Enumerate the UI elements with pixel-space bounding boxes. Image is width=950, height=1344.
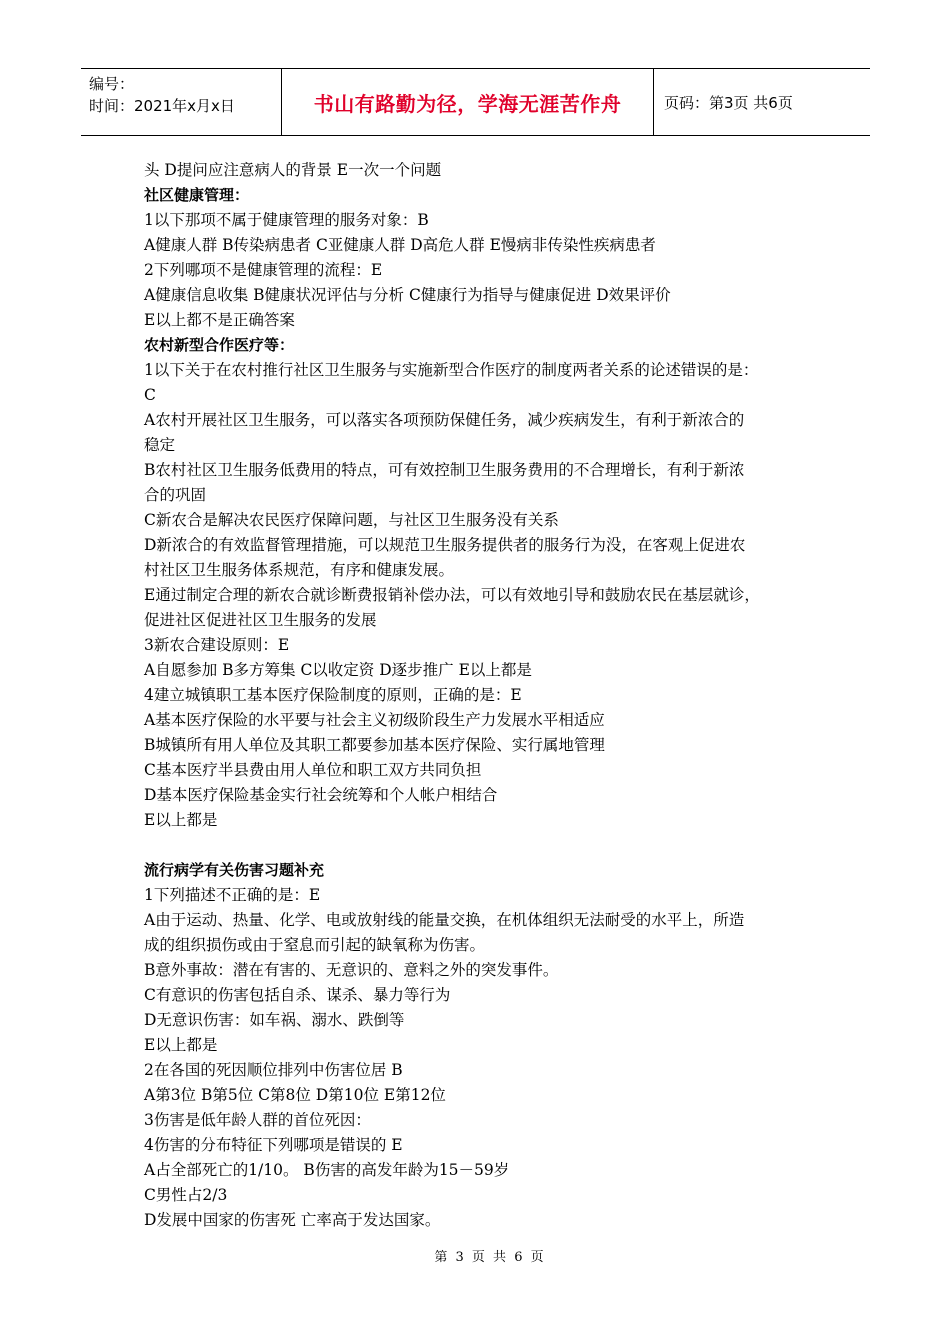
section-heading: 流行病学有关伤害习题补充 xyxy=(144,861,325,879)
text-line: 促进社区促进社区卫生服务的发展 xyxy=(144,611,377,629)
text-line: 1下列描述不正确的是：E xyxy=(144,886,321,904)
section-heading: 农村新型合作医疗等： xyxy=(144,336,295,354)
text-line: A农村开展社区卫生服务，可以落实各项预防保健任务，减少疾病发生，有利于新浓合的 xyxy=(144,411,745,429)
text-line: B农村社区卫生服务低费用的特点，可有效控制卫生服务费用的不合理增长，有利于新浓 xyxy=(144,461,745,479)
page-footer xyxy=(0,1246,950,1265)
page-label: 页码：第3页 共6页 xyxy=(664,93,793,112)
text-line: 2下列哪项不是健康管理的流程：E xyxy=(144,261,383,279)
text-line: E以上都是 xyxy=(144,1036,218,1054)
text-line: E以上都不是正确答案 xyxy=(144,311,295,329)
text-line: 头 D提问应注意病人的背景 E一次一个问题 xyxy=(144,161,442,179)
time-label: 时间：2021年x月x日 xyxy=(89,97,235,115)
text-line: D无意识伤害：如车祸、溺水、跌倒等 xyxy=(144,1011,405,1029)
text-line: E通过制定合理的新农合就诊断费报销补偿办法，可以有效地引导和鼓励农民在基层就诊， xyxy=(144,586,760,604)
header-motto-cell xyxy=(282,69,654,135)
text-line: 2在各国的死因顺位排列中伤害位居 B xyxy=(144,1061,403,1079)
text-line: C xyxy=(144,386,156,404)
text-line: A健康信息收集 B健康状况评估与分析 C健康行为指导与健康促进 D效果评价 xyxy=(144,286,671,304)
text-line: C男性占2/3 xyxy=(144,1186,228,1204)
text-line: A自愿参加 B多方筹集 C以收定资 D逐步推广 E以上都是 xyxy=(144,661,532,679)
document-body xyxy=(144,158,824,1233)
text-line: 3伤害是低年龄人群的首位死因： xyxy=(144,1111,371,1129)
header-page-cell xyxy=(654,69,870,135)
text-line: A基本医疗保险的水平要与社会主义初级阶段生产力发展水平相适应 xyxy=(144,711,605,729)
section-heading: 社区健康管理： xyxy=(144,186,250,204)
text-line: 村社区卫生服务体系规范，有序和健康发展。 xyxy=(144,561,455,579)
text-line: 1以下关于在农村推行社区卫生服务与实施新型合作医疗的制度两者关系的论述错误的是： xyxy=(144,361,759,379)
text-line: 合的巩固 xyxy=(144,486,207,504)
text-line: 1以下那项不属于健康管理的服务对象：B xyxy=(144,211,429,229)
text-line: 3新农合建设原则：E xyxy=(144,636,290,654)
text-line: A由于运动、热量、化学、电或放射线的能量交换，在机体组织无法耐受的水平上，所造 xyxy=(144,911,745,929)
text-line: D新浓合的有效监督管理措施，可以规范卫生服务提供者的服务行为没，在客观上促进农 xyxy=(144,536,746,554)
text-line: 成的组织损伤或由于窒息而引起的缺氧称为伤害。 xyxy=(144,936,486,954)
text-line: B城镇所有用人单位及其职工都要参加基本医疗保险、实行属地管理 xyxy=(144,736,605,754)
text-line: A占全部死亡的1/10。 B伤害的高发年龄为15－59岁 xyxy=(144,1161,510,1179)
text-line: D基本医疗保险基金实行社会统筹和个人帐户相结合 xyxy=(144,786,498,804)
text-line: 4伤害的分布特征下列哪项是错误的 E xyxy=(144,1136,403,1154)
header-left-cell xyxy=(81,69,282,135)
motto-text: 书山有路勤为径，学海无涯苦作舟 xyxy=(313,91,622,116)
text-line: C基本医疗半县费由用人单位和职工双方共同负担 xyxy=(144,761,482,779)
text-line: A健康人群 B传染病患者 C亚健康人群 D高危人群 E慢病非传染性疾病患者 xyxy=(144,236,656,254)
text-line: D发展中国家的伤害死 亡率高于发达国家。 xyxy=(144,1211,441,1229)
number-label: 编号： xyxy=(89,75,135,93)
text-line: B意外事故：潜在有害的、无意识的、意料之外的突发事件。 xyxy=(144,961,559,979)
blank-line xyxy=(144,833,824,858)
text-line: C新农合是解决农民医疗保障问题，与社区卫生服务没有关系 xyxy=(144,511,559,529)
text-line: A第3位 B第5位 C第8位 D第10位 E第12位 xyxy=(144,1086,446,1104)
text-line: E以上都是 xyxy=(144,811,218,829)
footer-page-number: 第 3 页 共 6 页 xyxy=(434,1250,546,1265)
text-line: 稳定 xyxy=(144,436,176,454)
text-line: C有意识的伤害包括自杀、谋杀、暴力等行为 xyxy=(144,986,451,1004)
page-header xyxy=(81,68,870,136)
text-line: 4建立城镇职工基本医疗保险制度的原则，正确的是：E xyxy=(144,686,522,704)
